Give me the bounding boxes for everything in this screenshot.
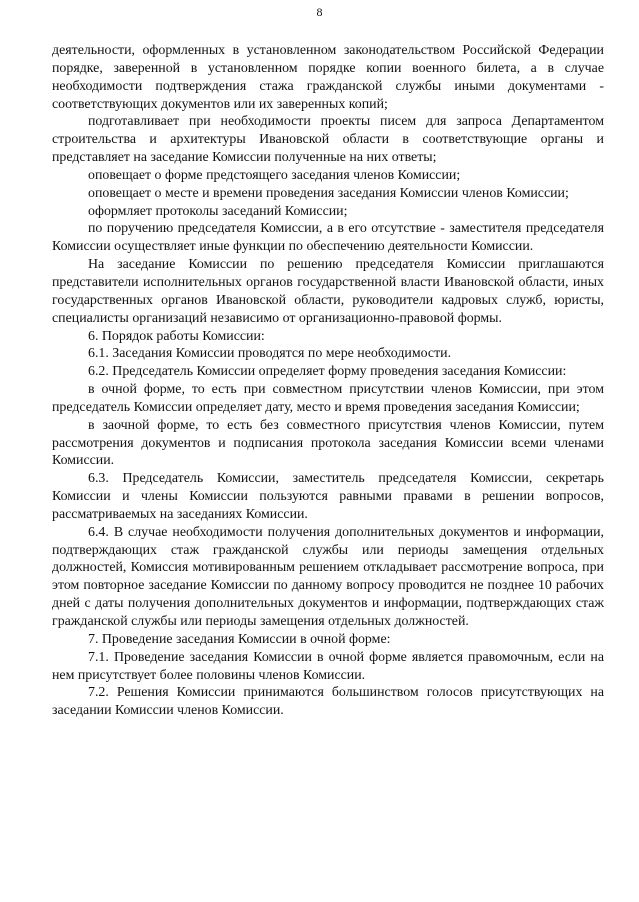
paragraph-notifies-form: оповещает о форме предстоящего заседания членов Комиссии;	[88, 167, 461, 183]
paragraph-protocols: оформляет протоколы заседаний Комиссии;	[88, 203, 348, 219]
paragraph-continuation: деятельности, оформленных в установленном законодательством Российской Федерации порядке, заверенной в установленном порядке копии военного билета, а в случае необходимости подтверждения стажа гражданской службы иными документами - соответствующих документов или их заверенных копий;	[52, 43, 604, 112]
paragraph-notifies-place-time: оповещает о месте и времени проведения заседания Комиссии членов Комиссии;	[88, 185, 569, 201]
section-heading-6: 6. Порядок работы Комиссии:	[88, 328, 265, 344]
paragraph-6-1: 6.1. Заседания Комиссии проводятся по мере необходимости.	[88, 346, 452, 362]
page-number: 8	[316, 5, 323, 19]
document-body	[52, 42, 604, 720]
paragraph-prepares-letters: подготавливает при необходимости проекты писем для запроса Департаментом строительства и архитектуры Ивановской области в соответствующие органы и представляет на заседание Комиссии полученные на них ответы;	[52, 114, 604, 166]
paragraph-6-2: 6.2. Председатель Комиссии определяет форму проведения заседания Комиссии:	[88, 364, 567, 380]
paragraph-6-4: 6.4. В случае необходимости получения дополнительных документов и информации, подтверждающих стаж гражданской службы или периоды замещения отдельных должностей, Комиссия мотивированным решением откладывает рассмотрение вопроса, при этом повторное заседание Комиссии по данному вопросу проводится не позднее 10 рабочих дней с даты получения дополнительных документов и информации, подтверждающих стаж гражданской службы или периоды замещения отдельных должностей.	[52, 524, 604, 629]
paragraph-other-functions: по поручению председателя Комиссии, а в его отсутствие - заместителя председателя Комиссии осуществляет иные функции по обеспечению деятельности Комиссии.	[52, 221, 604, 255]
paragraph-7-2: 7.2. Решения Комиссии принимаются большинством голосов присутствующих на заседании Комиссии членов Комиссии.	[52, 685, 604, 719]
paragraph-invited-participants: На заседание Комиссии по решению председателя Комиссии приглашаются представители исполнительных органов государственной власти Ивановской области, иных государственных органов Ивановской области, руководители кадровых служб, юристы, специалисты организаций независимо от организационно-правовой формы.	[52, 257, 604, 326]
paragraph-absentee-form: в заочной форме, то есть без совместного присутствия членов Комиссии, путем рассмотрения документов и подписания протокола заседания Комиссии всеми членами Комиссии.	[52, 417, 604, 469]
section-heading-7: 7. Проведение заседания Комиссии в очной форме:	[88, 631, 391, 647]
paragraph-in-person-form: в очной форме, то есть при совместном присутствии членов Комиссии, при этом председатель Комиссии определяет дату, место и время проведения заседания Комиссии;	[52, 382, 604, 415]
paragraph-6-3: 6.3. Председатель Комиссии, заместитель председателя Комиссии, секретарь Комиссии и члены Комиссии пользуются равными правами в решении вопросов, рассматриваемых на заседаниях Комиссии.	[52, 471, 604, 522]
paragraph-7-1: 7.1. Проведение заседания Комиссии в очной форме является правомочным, если на нем присутствует более половины членов Комиссии.	[52, 649, 604, 683]
